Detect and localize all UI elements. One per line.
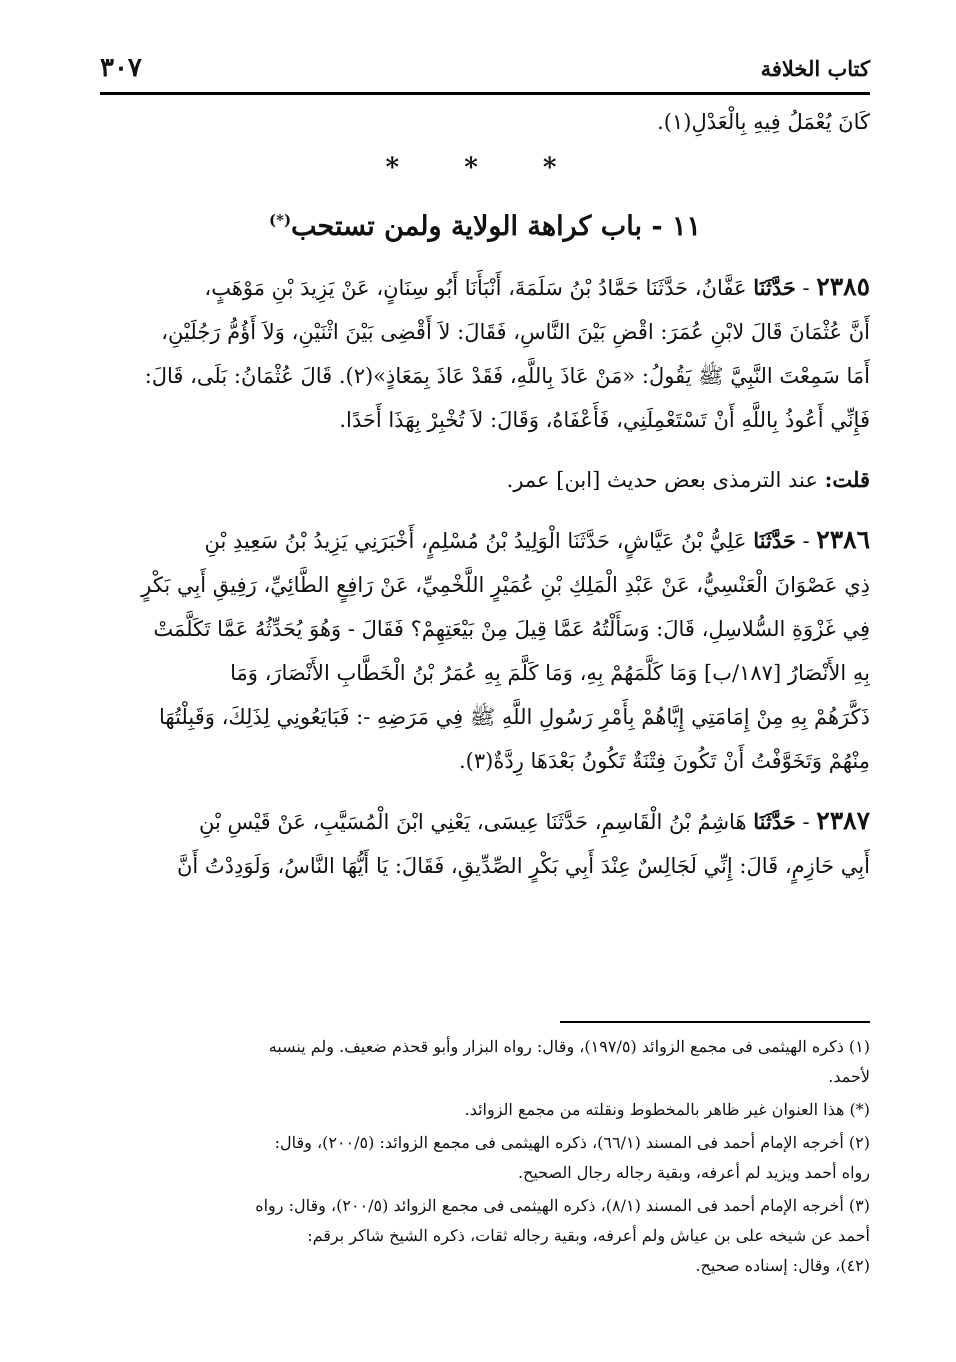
page-header	[100, 46, 870, 90]
hadith-line: فِي غَزْوَةِ السُّلاسِلِ، قَالَ: وَسَأَلْتُهُ عَمَّا قِيلَ مِنْ بَيْعَتِهِمْ؟ فَقَالَ - وَهُوَ يُحَدِّثُهُ عَمَّا تَكَلَّمَتْ	[153, 617, 870, 641]
footnote-line: رواه أحمد ويزيد لم أعرفه، وبقية رجاله رجال الصحيح.	[517, 1163, 870, 1182]
hadith-line: ٢٣٨٦ - حَدَّثَنَا عَلِيُّ بْنُ عَيَّاشٍ، حَدَّثَنَا الْوَلِيدُ بْنُ مُسْلِمٍ، أَخْبَرَنِي يَزِيدُ بْنُ سَعِيدِ بْنِ	[204, 525, 870, 554]
editor-note	[100, 458, 870, 502]
hadith-2385	[100, 265, 870, 442]
chapter-title: ١١ - باب كراهة الولاية ولمن تستحب	[291, 211, 701, 242]
footnote-line: (٣) أخرجه الإمام أحمد فى المسند (٨/١)، ذكره الهيثمى فى مجمع الزوائد (٢٠٠/٥)، وقال: رواه	[255, 1196, 870, 1215]
hadith-lead: حَدَّثَنَا	[753, 528, 796, 553]
hadith-line: مِنْهُمْ وَتَخَوَّفْتُ أَنْ تَكُونَ فِتْنَةٌ تَكُونُ بَعْدَهَا رِدَّةٌ(٣).	[459, 749, 870, 773]
hadith-line: ٢٣٨٧ - حَدَّثَنَا هَاشِمُ بْنُ الْقَاسِمِ، حَدَّثَنَا عِيسَى، يَعْنِي ابْنَ الْمُسَيَّبِ، عَنْ قَيْسِ بْنِ	[199, 806, 870, 835]
section-separator: * * *	[385, 153, 585, 183]
intro-line: كَانَ يُعْمَلُ فِيهِ بِالْعَدْلِ(١).	[657, 110, 870, 134]
hadith-line: ٢٣٨٥ - حَدَّثَنَا عَفَّانُ، حَدَّثَنَا حَمَّادُ بْنُ سَلَمَةَ، أَنْبَأَنَا أَبُو سِنَانٍ، عَنْ يَزِيدَ بْنِ مَوْهَبٍ،	[204, 272, 870, 301]
editor-note-text: عند الترمذى بعض حديث [ابن] عمر.	[506, 468, 818, 492]
footnote-line: (١) ذكره الهيثمى فى مجمع الزوائد (١٩٧/٥)، وقال: رواه البزار وأبو قحذم ضعيف. ولم ينسبه	[268, 1037, 870, 1056]
footnote-2	[100, 1128, 870, 1188]
footnote-3	[100, 1191, 870, 1281]
page-number: ٣٠٧	[100, 53, 142, 83]
hadith-line: ذَكَّرَهُمْ بِهِ مِنْ إِمَامَتِي إِيَّاهُمْ بِأَمْرِ رَسُولِ اللَّهِ ﷺ فِي مَرَضِهِ -: فَبَايَعُونِي لِذَلِكَ، وَقَبِلْتُهَا	[159, 705, 870, 729]
chapter-footnote-mark: (*)	[269, 211, 292, 229]
footnote-line: (٢) أخرجه الإمام أحمد فى المسند (٦٦/١)، ذكره الهيثمى فى مجمع الزوائد: (٢٠٠/٥)، وقال:	[274, 1133, 870, 1152]
editor-note-line	[100, 458, 870, 502]
footnote-1	[100, 1032, 870, 1092]
hadith-text: عَلِيُّ بْنُ عَيَّاشٍ، حَدَّثَنَا الْوَلِيدُ بْنُ مُسْلِمٍ، أَخْبَرَنِي يَزِيدُ بْنُ سَعِيدِ بْنِ	[204, 529, 747, 553]
hadith-number: ٢٣٨٧	[816, 806, 870, 835]
main-text	[100, 100, 870, 904]
footnotes	[100, 1032, 870, 1284]
hadith-2386	[100, 518, 870, 783]
hadith-line: ذِي عَصْوَانَ الْعَنْسِيُّ، عَنْ عَبْدِ الْمَلِكِ بْنِ عُمَيْرٍ اللَّخْمِيِّ، عَنْ رَافِعٍ الطَّائِيِّ، رَفِيقِ أَبِي بَكْرٍ	[141, 573, 870, 597]
footnote-line: (٤٢)، وقال: إسناده صحيح.	[695, 1256, 870, 1275]
footnote-line: (*) هذا العنوان غير ظاهر بالمخطوط ونقلته من مجمع الزوائد.	[464, 1100, 870, 1119]
hadith-lead: حَدَّثَنَا	[753, 809, 796, 834]
footnote-line: أحمد عن شيخه على بن عياش ولم أعرفه، وبقية رجاله ثقات، ذكره الشيخ شاكر برقم:	[307, 1226, 870, 1245]
footnote-separator	[560, 1021, 870, 1023]
hadith-line: فَإِنِّي أَعُوذُ بِاللَّهِ أَنْ تَسْتَعْمِلَنِي، فَأَعْفَاهُ، وَقَالَ: لاَ تُخْبِرْ بِهَذَا أَحَدًا.	[339, 408, 870, 432]
footnote-line: لأحمد.	[828, 1067, 870, 1086]
hadith-number: ٢٣٨٥	[816, 272, 870, 301]
running-title: كتاب الخلافة	[760, 55, 870, 81]
hadith-line: أَنَّ عُثْمَانَ قَالَ لابْنِ عُمَرَ: اقْضِ بَيْنَ النَّاسِ، فَقَالَ: لاَ أَقْضِى بَيْنَ اثْنَيْنِ، وَلاَ أَؤُمُّ رَجُلَيْنِ،	[161, 320, 870, 344]
header-rule	[100, 92, 870, 95]
hadith-text: عَفَّانُ، حَدَّثَنَا حَمَّادُ بْنُ سَلَمَةَ، أَنْبَأَنَا أَبُو سِنَانٍ، عَنْ يَزِيدَ بْنِ مَوْهَبٍ،	[204, 276, 747, 300]
editor-note-label: قلت:	[824, 467, 870, 492]
footnote-star	[100, 1095, 870, 1125]
hadith-lead: حَدَّثَنَا	[753, 275, 796, 300]
hadith-2387	[100, 799, 870, 888]
chapter-heading	[100, 196, 870, 251]
hadith-line: أَمَا سَمِعْتَ النَّبِيَّ ﷺ يَقُولُ: «مَنْ عَاذَ بِاللَّهِ، فَقَدْ عَاذَ بِمَعَاذٍ»(٢). قَالَ عُثْمَانُ: بَلَى، قَالَ:	[144, 364, 870, 388]
hadith-line: أَبِي حَازِمٍ، قَالَ: إِنِّي لَجَالِسٌ عِنْدَ أَبِي بَكْرٍ الصِّدِّيقِ، فَقَالَ: يَا أَيُّهَا النَّاسُ، وَلَوَدِدْتُ أَنَّ	[176, 854, 870, 878]
hadith-text: هَاشِمُ بْنُ الْقَاسِمِ، حَدَّثَنَا عِيسَى، يَعْنِي ابْنَ الْمُسَيَّبِ، عَنْ قَيْسِ بْنِ	[199, 810, 747, 834]
hadith-number: ٢٣٨٦	[816, 525, 870, 554]
hadith-line: بِهِ الأَنْصَارُ [١٨٧/ب] وَمَا كَلَّمَهُمْ بِهِ، وَمَا كَلَّمَ بِهِ عُمَرُ بْنُ الْخَطَّابِ الأَنْصَارَ، وَمَا	[230, 661, 870, 685]
